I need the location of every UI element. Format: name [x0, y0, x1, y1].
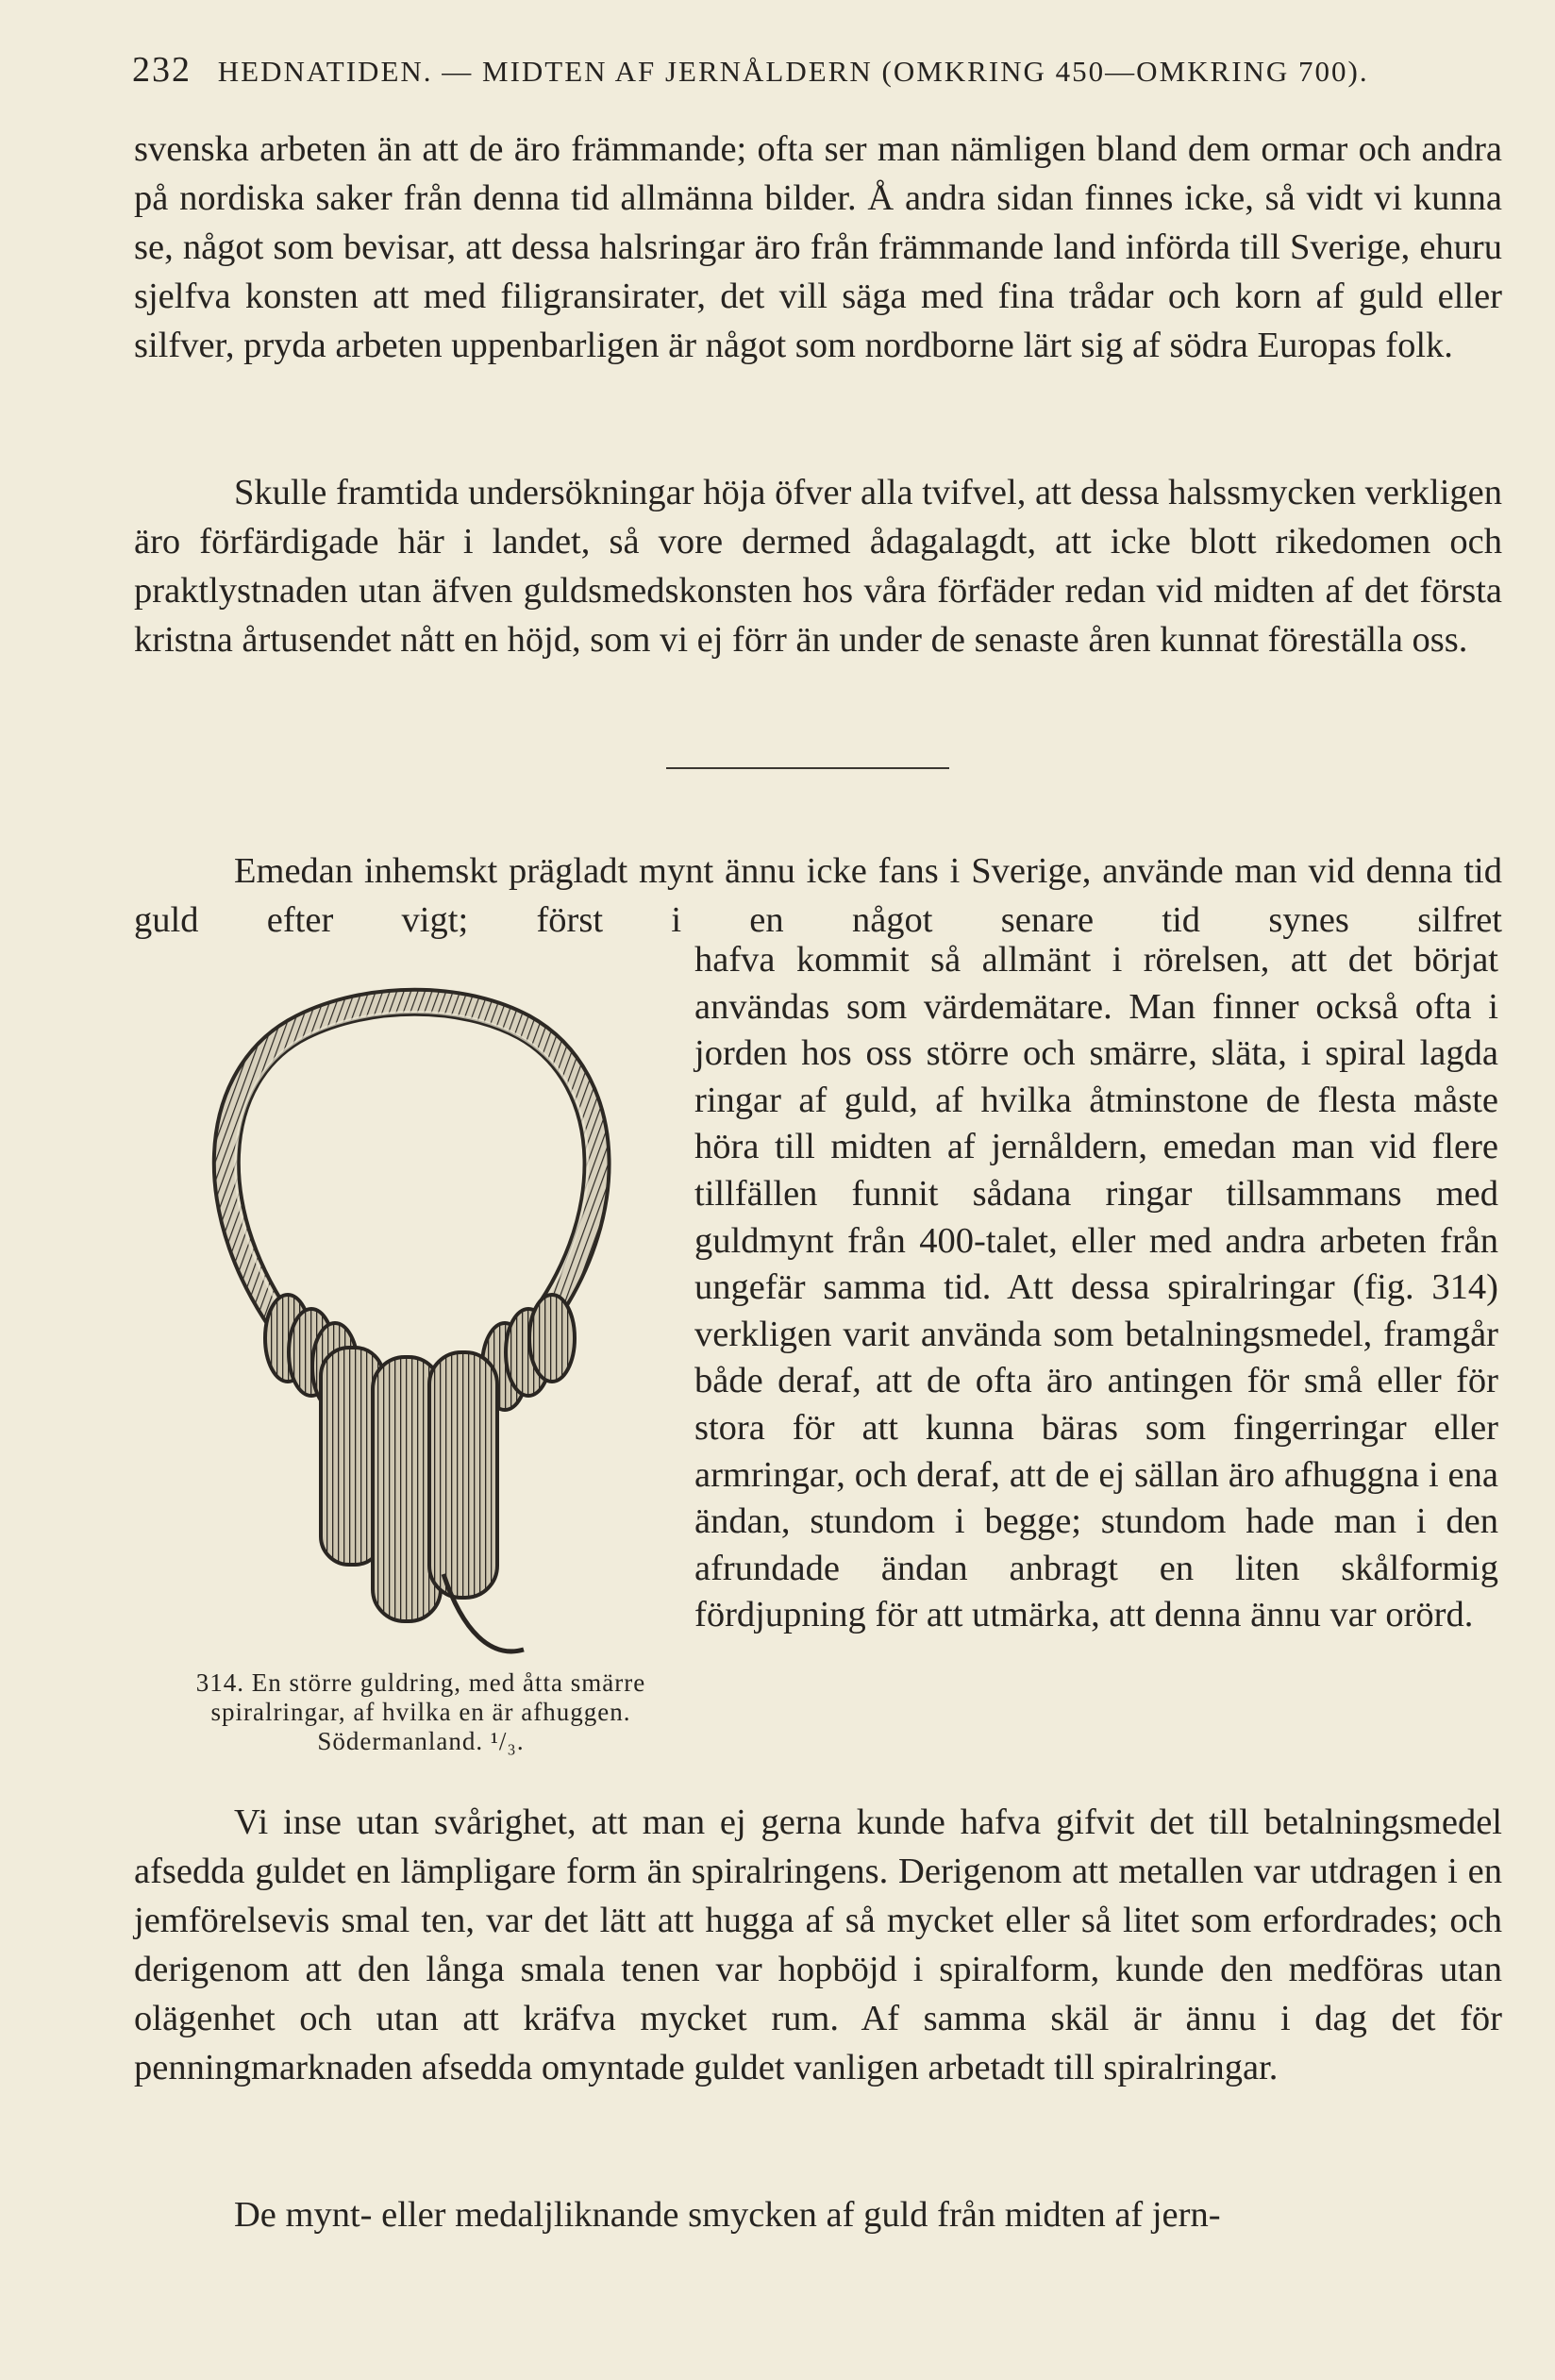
running-header [132, 49, 1472, 91]
paragraph-1: svenska arbeten än att de äro främmande; ofta ser man nämligen bland dem ormar och andra på nordiska saker från denna tid allmänna bilder. Å andra sidan finnes icke, så vidt vi kunna se, något som bevisar, att dessa halsringar äro från främmande land införda till Sverige, ehuru sjelfva konsten att med filigransirater, det vill säga med fina trådar och korn af guld eller silfver, pryda arbeten uppenbarligen är något som nordborne lärt sig af södra Europas folk. [134, 129, 1502, 365]
hanging-spiral-rings [321, 1348, 524, 1651]
paragraph-3-intro: Emedan inhemskt prägladt mynt ännu icke fans i Sverige, använde man vid denna tid guld efter vigt; först i en något senare tid synes silfret [134, 851, 1502, 940]
spiral-rings-figure [151, 970, 679, 1668]
running-title: HEDNATIDEN. — MIDTEN AF JERNÅLDERN (OMKRING 450—OMKRING 700). [217, 55, 1369, 88]
paragraph-5: De mynt- eller medaljliknande smycken af guld från midten af jern- [234, 2195, 1221, 2235]
paragraph-3-wrapped: hafva kommit så allmänt i rörelsen, att det börjat användas som värdemätare. Man finner också ofta i jorden hos oss större och smärre, släta, i spiral lagda ringar af guld, af hvilka åtminstone de flesta måste höra till midten af jernåldern, emedan man vid flere tillfällen funnit sådana ringar tillsammans med guldmynt från 400-talet, eller med andra arbeten från ungefär samma tid. Att dessa spiralringar (fig. 314) verkligen varit använda som betalningsmedel, framgår både deraf, att de ofta äro antingen för små eller för stora för att kunna bäras som fingerringar eller armringar, och deraf, att de ej sällan äro afhuggna i ena ändan, stundom i begge; stundom hade man i den afrundade ändan anbragt en liten skålformig fördjupning för att utmärka, att denna ännu var orörd. [694, 940, 1498, 1635]
paragraph-2: Skulle framtida undersökningar höja öfver alla tvifvel, att dessa halssmycken verkligen äro förfärdigade här i landet, så vore dermed ådagalagdt, att icke blott rikedomen och praktlystnaden utan äfven guldsmedskonsten hos våra förfäder redan vid midten af det första kristna årtusendet nått en höjd, som vi ej förr än under de senaste åren kunnat föreställa oss. [134, 473, 1502, 660]
paragraph-4: Vi inse utan svårighet, att man ej gerna kunde hafva gifvit det till betalningsmedel afsedda guldet en lämpligare form än spiralringens. Derigenom att metallen var utdragen i en jemförelsevis smal ten, var det lätt att hugga af så mycket eller så litet som erfordrades; och derigenom att den långa smala tenen var hopböjd i spiralform, kunde den medföras utan olägenhet och utan att kräfva mycket rum. Af samma skäl är ännu i dag det för penningmarknaden afsedda omyntade guldet vanligen arbetadt till spiralringar. [134, 1802, 1502, 2087]
section-divider [666, 767, 949, 769]
figure-caption: 314. En större guldring, med åtta smärre spiralringar, af hvilka en är afhuggen. Södermanland. ¹/₃. [195, 1668, 646, 1755]
page-number: 232 [132, 50, 192, 90]
